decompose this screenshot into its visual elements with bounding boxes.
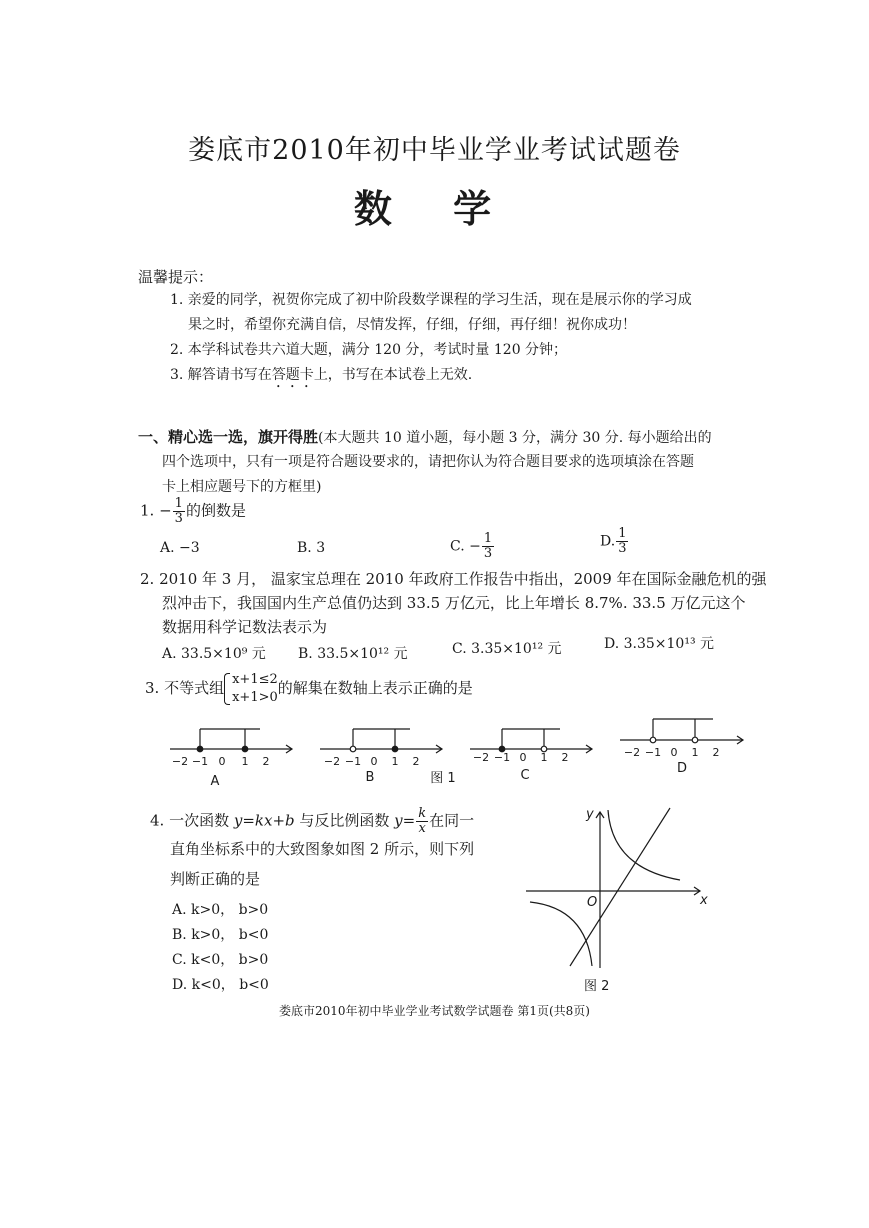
tick-label: −2	[623, 746, 641, 759]
exam-title: 娄底市2010年初中毕业学业考试试题卷	[188, 135, 681, 166]
q4-option-a[interactable]: A. k>0， b>0	[172, 902, 269, 918]
section-1-desc-line-3: 卡上相应题号下的方框里)	[162, 479, 322, 495]
tip-1-line-2: 果之时，希望你充满自信，尽情发挥，仔细，仔细，再仔细！祝你成功！	[188, 317, 636, 333]
question-4-line-2: 直角坐标系中的大致图象如图 2 所示，则下列	[170, 840, 475, 858]
tick-label: 2	[412, 755, 420, 768]
question-2-line-3: 数据用科学记数法表示为	[162, 618, 328, 636]
x-axis-label: x	[700, 893, 708, 908]
tick-label: −1	[493, 751, 511, 764]
tick-label: 1	[691, 746, 699, 759]
section-1-header	[138, 426, 712, 447]
fraction: $\frac{1}{3}$	[174, 496, 183, 526]
option-label-a: A	[210, 774, 220, 789]
question-2-line-2: 烈冲击下，我国国内生产总值仍达到 33.5 万亿元，比上年增长 8.7%. 33.5 万亿元这个	[162, 594, 746, 612]
q1-option-d[interactable]: D. $\frac{1}{3}$	[600, 526, 627, 556]
linear-function-line	[570, 808, 670, 966]
tips-heading: 温馨提示：	[138, 268, 214, 286]
figure-1-label: 图 1	[430, 771, 456, 786]
tip-3: 3. 解答请书写在答题卡上，书写在本试卷上无效.	[170, 367, 473, 383]
q2-option-b[interactable]: B. 33.5×10¹² 元	[298, 646, 408, 662]
q4-option-c[interactable]: C. k<0， b>0	[172, 952, 269, 968]
origin-label: O	[587, 895, 598, 910]
tick-label: 2	[561, 751, 569, 764]
hyperbola-branch-1	[608, 810, 680, 880]
tick-label: 2	[712, 746, 720, 759]
tick-label: −1	[344, 755, 362, 768]
number-lines-figure	[160, 715, 620, 800]
number-line-d	[615, 710, 755, 795]
q2-option-c[interactable]: C. 3.35×10¹² 元	[452, 641, 562, 657]
tick-label: 0	[370, 755, 378, 768]
tick-label: 0	[670, 746, 678, 759]
subject-title: 数 学	[353, 186, 516, 231]
tick-label: 0	[218, 755, 226, 768]
q2-option-d[interactable]: D. 3.35×10¹³ 元	[604, 636, 715, 652]
option-label-c: C	[520, 768, 530, 783]
tick-label: −2	[323, 755, 341, 768]
tip-2: 2. 本学科试卷共六道大题，满分 120 分，考试时量 120 分钟；	[170, 342, 568, 358]
q4-option-d[interactable]: D. k<0， b<0	[172, 977, 269, 993]
tick-label: −2	[472, 751, 490, 764]
emphasized-answer-card: 答题卡	[271, 367, 314, 383]
q4-option-b[interactable]: B. k>0， b<0	[172, 927, 269, 943]
inequality-system: x+1≤2 x+1>0	[224, 671, 278, 707]
tick-label: 2	[262, 755, 270, 768]
q1-option-c[interactable]: C. − $\frac{1}{3}$	[450, 531, 493, 561]
page-footer: 娄底市2010年初中毕业学业考试数学试题卷 第1页(共8页)	[279, 1004, 590, 1018]
tick-label: 1	[540, 751, 548, 764]
tick-label: −1	[191, 755, 209, 768]
option-label-d: D	[676, 761, 688, 776]
hyperbola-branch-2	[530, 902, 592, 966]
function-graph-figure	[520, 798, 720, 998]
section-1-desc-line-2: 四个选项中，只有一项是符合题设要求的，请把你认为符合题目要求的选项填涂在答题	[162, 454, 694, 470]
q1-option-b[interactable]: B. 3	[297, 540, 326, 556]
question-2-line-1: 2. 2010 年 3 月， 温家宝总理在 2010 年政府工作报告中指出，2009 年在国际金融危机的强	[140, 570, 767, 588]
tick-label: 1	[241, 755, 249, 768]
question-3: 3. 不等式组 x+1≤2 x+1>0 的解集在数轴上表示正确的是	[145, 672, 473, 705]
tick-label: −1	[644, 746, 662, 759]
tick-label: 0	[519, 751, 527, 764]
tick-label: −2	[171, 755, 189, 768]
question-4-line-3: 判断正确的是	[170, 870, 261, 888]
question-1: 1. − $\frac{1}{3}$ 的倒数是	[140, 496, 246, 526]
option-label-b: B	[365, 770, 375, 785]
tip-1-line-1: 1. 亲爱的同学，祝贺你完成了初中阶段数学课程的学习生活，现在是展示你的学习成	[170, 292, 692, 308]
q1-option-a[interactable]: A. −3	[160, 540, 200, 556]
tick-label: 1	[391, 755, 399, 768]
figure-2-label: 图 2	[584, 979, 610, 994]
section-1-desc: (本大题共 10 道小题，每小题 3 分，满分 30 分. 每小题给出的	[318, 430, 712, 446]
question-4-line-1: 4. 一次函数 y=kx+b 与反比例函数 y= $\frac{k}{x}$ 在同一	[150, 806, 475, 836]
section-1-heading: 一、精心选一选，旗开得胜	[138, 428, 319, 446]
y-axis-label: y	[586, 807, 594, 822]
q2-option-a[interactable]: A. 33.5×10⁹ 元	[162, 646, 266, 662]
